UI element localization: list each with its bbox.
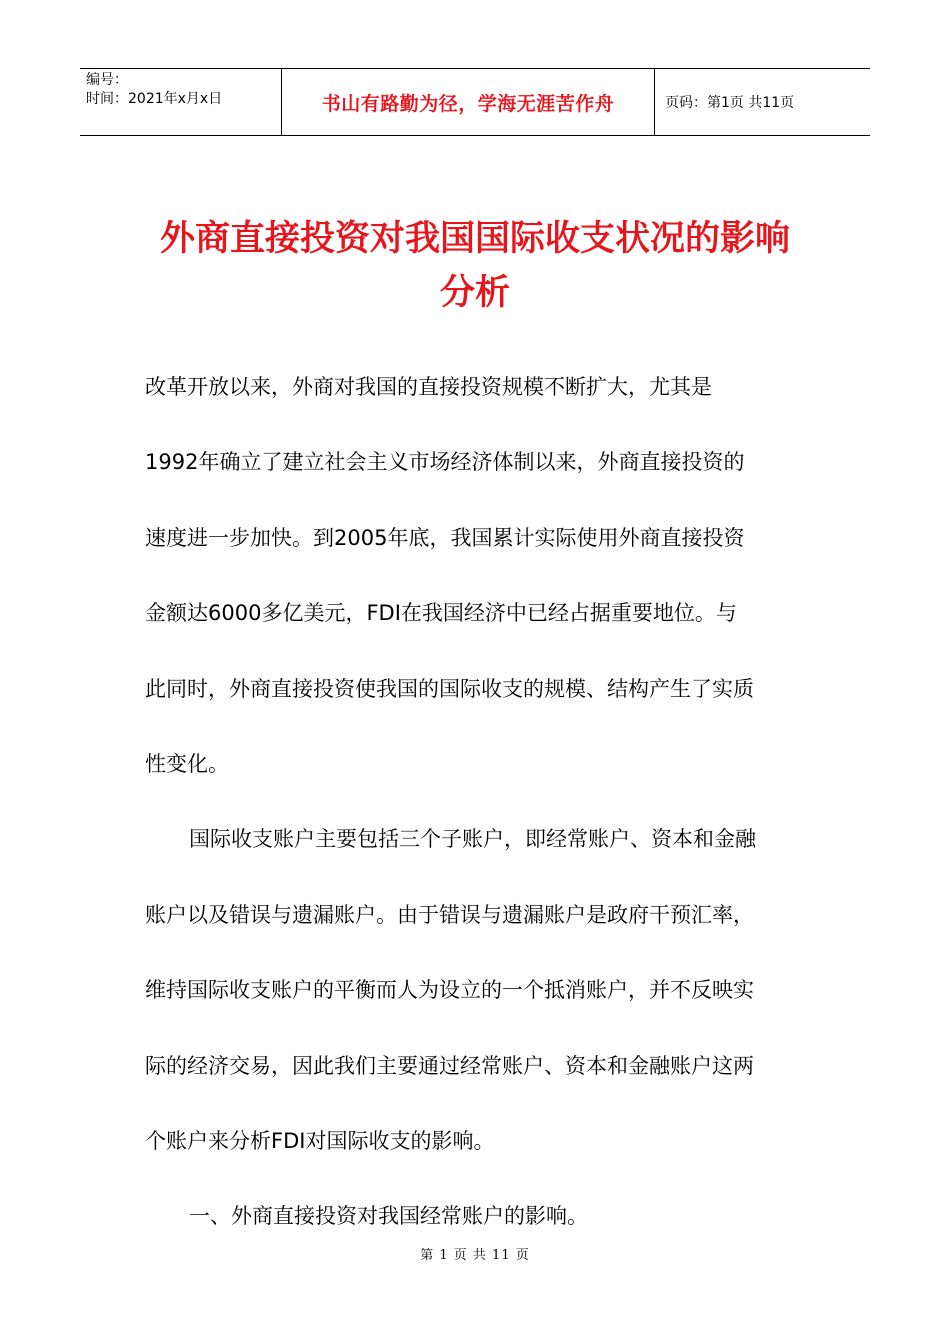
body-line: 维持国际收支账户的平衡而人为设立的一个抵消账户，并不反映实 bbox=[145, 978, 754, 1003]
document-body bbox=[145, 359, 815, 1264]
section-heading: 一、外商直接投资对我国经常账户的影响。 bbox=[189, 1204, 588, 1229]
body-line: 金额达6000多亿美元，FDI在我国经济中已经占据重要地位。与 bbox=[145, 601, 737, 626]
document-title bbox=[0, 212, 950, 320]
body-line: 账户以及错误与遗漏账户。由于错误与遗漏账户是政府干预汇率， bbox=[145, 902, 754, 927]
title-line-1: 外商直接投资对我国国际收支状况的影响 bbox=[159, 218, 790, 259]
body-line: 改革开放以来，外商对我国的直接投资规模不断扩大，尤其是 bbox=[145, 375, 712, 399]
header-page-info: 页码：第1页 共11页 bbox=[665, 95, 795, 111]
body-line: 此同时，外商直接投资使我国的国际收支的规模、结构产生了实质 bbox=[145, 676, 754, 701]
body-line: 际的经济交易，因此我们主要通过经常账户、资本和金融账户这两 bbox=[145, 1053, 754, 1078]
page-footer: 第 1 页 共 11 页 bbox=[420, 1248, 530, 1263]
header-meta-cell bbox=[80, 69, 282, 135]
body-line: 个账户来分析FDI对国际收支的影响。 bbox=[145, 1128, 495, 1153]
body-line: 速度进一步加快。到2005年底，我国累计实际使用外商直接投资 bbox=[145, 525, 745, 550]
document-number-label: 编号： bbox=[86, 72, 128, 88]
header-motto: 书山有路勤为径，学海无涯苦作舟 bbox=[282, 69, 655, 135]
body-line: 国际收支账户主要包括三个子账户，即经常账户、资本和金融 bbox=[189, 827, 756, 852]
document-time-label: 时间：2021年x月x日 bbox=[86, 91, 223, 107]
page-header bbox=[80, 68, 870, 136]
body-line: 性变化。 bbox=[145, 751, 229, 776]
title-line-2: 分析 bbox=[439, 272, 510, 313]
body-line: 1992年确立了建立社会主义市场经济体制以来，外商直接投资的 bbox=[145, 450, 745, 475]
